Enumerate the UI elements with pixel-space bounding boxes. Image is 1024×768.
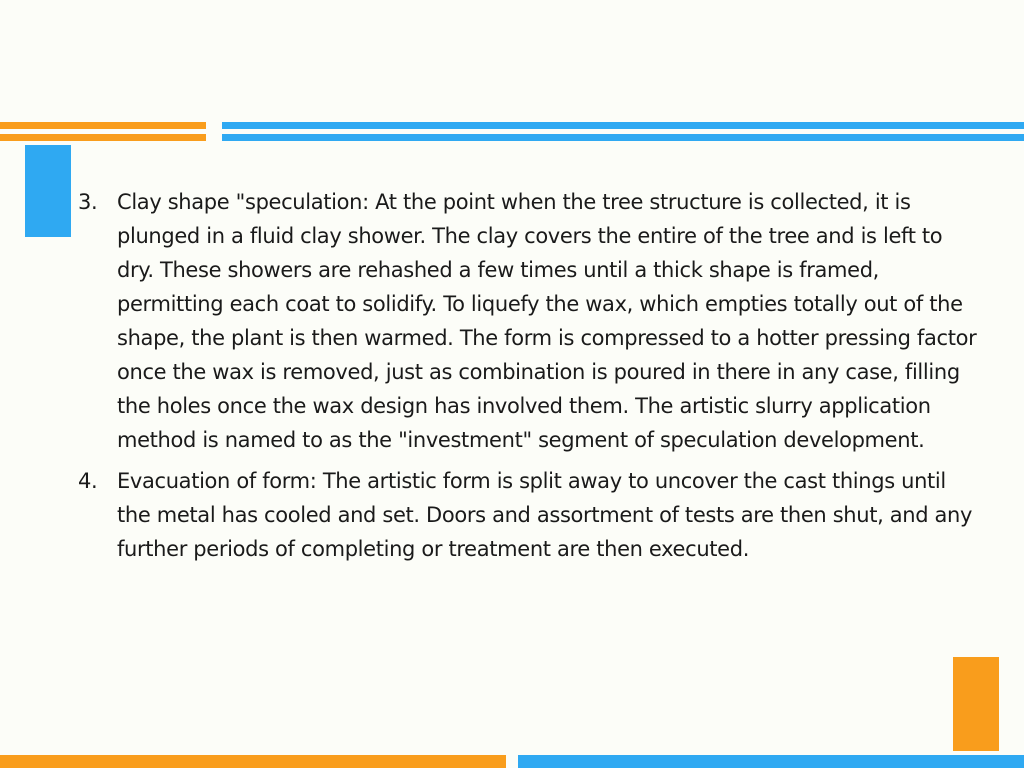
top-orange-stripe-upper (0, 122, 206, 129)
top-blue-stripe-upper (222, 122, 1024, 129)
left-blue-accent-block (25, 145, 71, 237)
bottom-blue-stripe (518, 755, 1024, 768)
top-blue-stripe-lower (222, 134, 1024, 141)
bottom-orange-stripe (0, 755, 506, 768)
list-item-number: 4. (78, 469, 98, 493)
list-item-number: 3. (78, 190, 98, 214)
list-item-text: Clay shape "speculation: At the point when the tree structure is collected, it is plunged in a fluid clay shower. The clay covers the entire of the tree and is left to dry. These showers are rehashed a few times until a thick shape is framed, permitting each coat to solidify. To liquefy the wax, which empties totally out of the shape, the plant is then warmed. The form is compressed to a hotter pressing factor once the wax is removed, just as combination is poured in there in any case, filling the holes once the wax design has involved them. The artistic slurry application method is named to as the "investment" segment of speculation development. (117, 190, 977, 452)
right-orange-accent-block (953, 657, 999, 751)
top-orange-stripe-lower (0, 134, 206, 141)
list-item (78, 464, 978, 566)
list-item (78, 185, 978, 457)
slide-body-list (78, 185, 978, 573)
list-item-text: Evacuation of form: The artistic form is split away to uncover the cast things until the metal has cooled and set. Doors and assortment of tests are then shut, and any further periods of completing or treatment are then executed. (117, 469, 973, 561)
